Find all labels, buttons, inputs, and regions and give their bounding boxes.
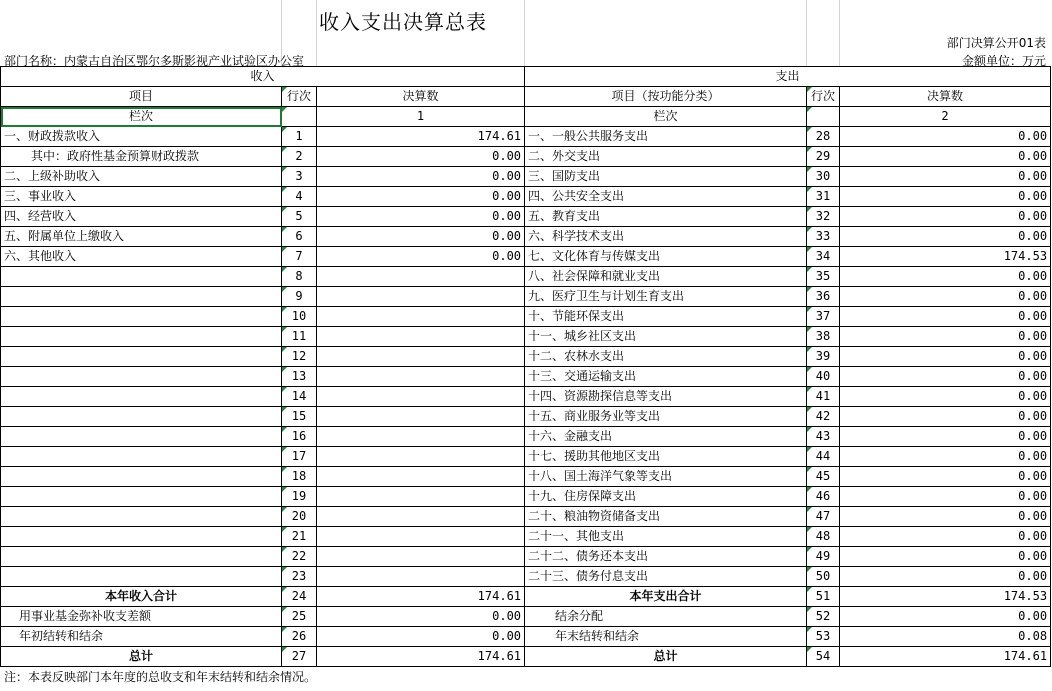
expense-rowno-cell[interactable]: 38 [807, 327, 840, 347]
expense-item-cell[interactable]: 本年支出合计 [525, 587, 807, 607]
income-item-cell[interactable] [1, 347, 282, 367]
expense-amount-cell[interactable]: 0.00 [840, 367, 1051, 387]
income-rowno-cell[interactable]: 10 [282, 307, 317, 327]
income-item-cell[interactable]: 本年收入合计 [1, 587, 282, 607]
income-item-cell[interactable] [1, 367, 282, 387]
expense-amount-cell[interactable]: 0.00 [840, 147, 1051, 167]
income-lanci-rowno[interactable] [282, 107, 317, 127]
income-rowno-cell[interactable]: 23 [282, 567, 317, 587]
expense-item-cell[interactable]: 二、外交支出 [525, 147, 807, 167]
income-amount-cell[interactable] [317, 547, 525, 567]
income-amount-cell[interactable]: 0.00 [317, 247, 525, 267]
expense-rowno-cell[interactable]: 44 [807, 447, 840, 467]
table-row [1, 247, 1051, 267]
income-amount-cell[interactable] [317, 347, 525, 367]
table-row [1, 627, 1051, 647]
table-row [1, 547, 1051, 567]
income-rowno-cell[interactable]: 2 [282, 147, 317, 167]
expense-item-cell[interactable]: 七、文化体育与传媒支出 [525, 247, 807, 267]
amount-unit: 金额单位：万元 [961, 54, 1046, 68]
expense-amount-cell[interactable]: 0.00 [840, 307, 1051, 327]
income-item-cell[interactable]: 三、事业收入 [1, 187, 282, 207]
income-item-cell[interactable]: 二、上级补助收入 [1, 167, 282, 187]
income-amount-cell[interactable] [317, 327, 525, 347]
expense-item-cell[interactable]: 年末结转和结余 [525, 627, 807, 647]
income-item-cell[interactable] [1, 447, 282, 467]
income-rowno-cell[interactable]: 12 [282, 347, 317, 367]
expense-rowno-cell[interactable]: 52 [807, 607, 840, 627]
expense-amount-cell[interactable]: 0.00 [840, 447, 1051, 467]
income-rowno-cell[interactable]: 21 [282, 527, 317, 547]
income-item-cell[interactable] [1, 487, 282, 507]
expense-item-cell[interactable]: 八、社会保障和就业支出 [525, 267, 807, 287]
income-amount-cell[interactable] [317, 467, 525, 487]
income-rowno-cell[interactable]: 27 [282, 647, 317, 667]
header-row-columns [1, 87, 1051, 107]
expense-amount-cell[interactable]: 0.00 [840, 267, 1051, 287]
expense-rowno-cell[interactable]: 33 [807, 227, 840, 247]
expense-item-cell[interactable]: 二十二、债务还本支出 [525, 547, 807, 567]
table-row [1, 207, 1051, 227]
income-amount-cell[interactable] [317, 287, 525, 307]
expense-rowno-cell[interactable]: 34 [807, 247, 840, 267]
income-amount-cell[interactable]: 0.00 [317, 147, 525, 167]
income-amount-cell[interactable] [317, 527, 525, 547]
expense-item-cell[interactable]: 十四、资源勘探信息等支出 [525, 387, 807, 407]
expense-rowno-cell[interactable]: 46 [807, 487, 840, 507]
income-amount-cell[interactable]: 0.00 [317, 207, 525, 227]
table-row [1, 607, 1051, 627]
income-item-cell[interactable] [1, 567, 282, 587]
income-amount-cell[interactable]: 0.00 [317, 627, 525, 647]
income-rowno-cell[interactable]: 1 [282, 127, 317, 147]
table-row [1, 567, 1051, 587]
income-rowno-cell[interactable]: 16 [282, 427, 317, 447]
expense-item-cell[interactable]: 六、科学技术支出 [525, 227, 807, 247]
expense-lanci-rowno[interactable] [807, 107, 840, 127]
income-rowno-header[interactable]: 行次 [282, 87, 317, 107]
expense-amount-cell[interactable]: 0.00 [840, 207, 1051, 227]
income-item-cell[interactable] [1, 507, 282, 527]
expense-item-cell[interactable]: 二十、粮油物资储备支出 [525, 507, 807, 527]
income-rowno-cell[interactable]: 13 [282, 367, 317, 387]
expense-amount-cell[interactable]: 0.00 [840, 507, 1051, 527]
income-rowno-cell[interactable]: 11 [282, 327, 317, 347]
expense-item-cell[interactable]: 九、医疗卫生与计划生育支出 [525, 287, 807, 307]
income-rowno-cell[interactable]: 5 [282, 207, 317, 227]
income-rowno-cell[interactable]: 14 [282, 387, 317, 407]
expense-rowno-cell[interactable]: 39 [807, 347, 840, 367]
summary-table [0, 66, 1051, 667]
income-amount-cell[interactable] [317, 387, 525, 407]
income-item-cell[interactable] [1, 467, 282, 487]
income-amount-cell[interactable] [317, 447, 525, 467]
income-header[interactable]: 收入 [1, 67, 525, 87]
expense-rowno-cell[interactable]: 40 [807, 367, 840, 387]
expense-amount-cell[interactable]: 0.00 [840, 287, 1051, 307]
table-row [1, 487, 1051, 507]
expense-item-cell[interactable]: 十八、国土海洋气象等支出 [525, 467, 807, 487]
expense-amount-cell[interactable]: 0.00 [840, 187, 1051, 207]
expense-amount-cell[interactable]: 174.53 [840, 587, 1051, 607]
expense-amount-cell[interactable]: 0.08 [840, 627, 1051, 647]
income-rowno-cell[interactable]: 3 [282, 167, 317, 187]
expense-rowno-cell[interactable]: 28 [807, 127, 840, 147]
income-amount-cell[interactable] [317, 507, 525, 527]
expense-item-cell[interactable]: 十三、交通运输支出 [525, 367, 807, 387]
expense-item-cell[interactable]: 十六、金融支出 [525, 427, 807, 447]
income-amount-cell[interactable] [317, 307, 525, 327]
expense-amount-cell[interactable]: 0.00 [840, 347, 1051, 367]
table-row [1, 407, 1051, 427]
table-row [1, 587, 1051, 607]
income-amount-cell[interactable] [317, 367, 525, 387]
table-row [1, 347, 1051, 367]
income-lanci-cell[interactable]: 栏次 [1, 107, 282, 127]
expense-item-cell[interactable]: 一、一般公共服务支出 [525, 127, 807, 147]
income-item-cell[interactable]: 五、附属单位上缴收入 [1, 227, 282, 247]
income-rowno-cell[interactable]: 7 [282, 247, 317, 267]
table-row [1, 367, 1051, 387]
table-row [1, 447, 1051, 467]
expense-amount-cell[interactable]: 0.00 [840, 567, 1051, 587]
income-item-cell[interactable]: 四、经营收入 [1, 207, 282, 227]
table-row [1, 187, 1051, 207]
income-item-cell[interactable]: 其中：政府性基金预算财政拨款 [1, 147, 282, 167]
table-row [1, 647, 1051, 667]
table-row [1, 387, 1051, 407]
form-number: 部门决算公开01表 [946, 36, 1046, 50]
table-row [1, 127, 1051, 147]
expense-rowno-cell[interactable]: 29 [807, 147, 840, 167]
income-amount-header[interactable]: 决算数 [317, 87, 525, 107]
table-row [1, 427, 1051, 447]
expense-item-cell[interactable]: 总计 [525, 647, 807, 667]
expense-item-cell[interactable]: 十、节能环保支出 [525, 307, 807, 327]
income-item-header[interactable]: 项目 [1, 87, 282, 107]
income-rowno-cell[interactable]: 6 [282, 227, 317, 247]
expense-amount-cell[interactable]: 174.53 [840, 247, 1051, 267]
income-rowno-cell[interactable]: 17 [282, 447, 317, 467]
income-amount-cell[interactable]: 0.00 [317, 167, 525, 187]
expense-amount-cell[interactable]: 0.00 [840, 407, 1051, 427]
expense-rowno-cell[interactable]: 47 [807, 507, 840, 527]
expense-rowno-cell[interactable]: 31 [807, 187, 840, 207]
expense-item-cell[interactable]: 四、公共安全支出 [525, 187, 807, 207]
expense-item-cell[interactable]: 三、国防支出 [525, 167, 807, 187]
income-rowno-cell[interactable]: 9 [282, 287, 317, 307]
header-row-lanci [1, 107, 1051, 127]
expense-rowno-cell[interactable]: 45 [807, 467, 840, 487]
income-item-cell[interactable]: 一、财政拨款收入 [1, 127, 282, 147]
income-rowno-cell[interactable]: 15 [282, 407, 317, 427]
income-item-cell[interactable] [1, 327, 282, 347]
income-amount-cell[interactable]: 0.00 [317, 187, 525, 207]
income-rowno-cell[interactable]: 18 [282, 467, 317, 487]
income-item-cell[interactable] [1, 547, 282, 567]
expense-col-index[interactable]: 2 [840, 107, 1051, 127]
expense-amount-cell[interactable]: 0.00 [840, 387, 1051, 407]
expense-item-cell[interactable]: 十五、商业服务业等支出 [525, 407, 807, 427]
expense-amount-header[interactable]: 决算数 [840, 87, 1051, 107]
income-amount-cell[interactable] [317, 487, 525, 507]
table-row [1, 327, 1051, 347]
expense-rowno-cell[interactable]: 42 [807, 407, 840, 427]
expense-item-cell[interactable]: 十九、住房保障支出 [525, 487, 807, 507]
expense-rowno-cell[interactable]: 54 [807, 647, 840, 667]
expense-rowno-cell[interactable]: 35 [807, 267, 840, 287]
income-amount-cell[interactable] [317, 567, 525, 587]
table-row [1, 307, 1051, 327]
expense-rowno-cell[interactable]: 32 [807, 207, 840, 227]
expense-item-cell[interactable]: 二十三、债务付息支出 [525, 567, 807, 587]
income-item-cell[interactable]: 用事业基金弥补收支差额 [1, 607, 282, 627]
expense-amount-cell[interactable]: 0.00 [840, 607, 1051, 627]
income-amount-cell[interactable] [317, 427, 525, 447]
expense-rowno-cell[interactable]: 37 [807, 307, 840, 327]
gridline [806, 0, 807, 66]
expense-lanci-cell[interactable]: 栏次 [525, 107, 807, 127]
income-col-index[interactable]: 1 [317, 107, 525, 127]
expense-amount-cell[interactable]: 0.00 [840, 527, 1051, 547]
income-item-cell[interactable] [1, 387, 282, 407]
income-amount-cell[interactable]: 0.00 [317, 227, 525, 247]
expense-item-cell[interactable]: 五、教育支出 [525, 207, 807, 227]
income-rowno-cell[interactable]: 4 [282, 187, 317, 207]
table-row [1, 167, 1051, 187]
income-amount-cell[interactable] [317, 267, 525, 287]
income-item-cell[interactable]: 年初结转和结余 [1, 627, 282, 647]
income-rowno-cell[interactable]: 25 [282, 607, 317, 627]
table-row [1, 227, 1051, 247]
income-rowno-cell[interactable]: 22 [282, 547, 317, 567]
table-row [1, 287, 1051, 307]
expense-item-cell[interactable]: 十一、城乡社区支出 [525, 327, 807, 347]
expense-rowno-cell[interactable]: 53 [807, 627, 840, 647]
expense-rowno-cell[interactable]: 49 [807, 547, 840, 567]
expense-rowno-cell[interactable]: 41 [807, 387, 840, 407]
expense-rowno-cell[interactable]: 43 [807, 427, 840, 447]
expense-rowno-header[interactable]: 行次 [807, 87, 840, 107]
income-amount-cell[interactable]: 174.61 [317, 127, 525, 147]
income-item-cell[interactable] [1, 307, 282, 327]
income-item-cell[interactable]: 总计 [1, 647, 282, 667]
income-rowno-cell[interactable]: 19 [282, 487, 317, 507]
gridline [839, 0, 840, 66]
income-rowno-cell[interactable]: 24 [282, 587, 317, 607]
income-amount-cell[interactable]: 174.61 [317, 587, 525, 607]
expense-rowno-cell[interactable]: 36 [807, 287, 840, 307]
income-rowno-cell[interactable]: 8 [282, 267, 317, 287]
expense-amount-cell[interactable]: 0.00 [840, 227, 1051, 247]
income-amount-cell[interactable] [317, 407, 525, 427]
expense-amount-cell[interactable]: 0.00 [840, 547, 1051, 567]
income-amount-cell[interactable]: 174.61 [317, 647, 525, 667]
footnote: 注：本表反映部门本年度的总收支和年末结转和结余情况。 [4, 670, 317, 684]
expense-header[interactable]: 支出 [525, 67, 1051, 87]
expense-amount-cell[interactable]: 0.00 [840, 327, 1051, 347]
expense-item-header[interactable]: 项目（按功能分类） [525, 87, 807, 107]
table-row [1, 467, 1051, 487]
income-item-cell[interactable]: 六、其他收入 [1, 247, 282, 267]
table-row [1, 507, 1051, 527]
income-item-cell[interactable] [1, 527, 282, 547]
table-row [1, 267, 1051, 287]
income-rowno-cell[interactable]: 26 [282, 627, 317, 647]
expense-amount-cell[interactable]: 174.61 [840, 647, 1051, 667]
expense-item-cell[interactable]: 二十一、其他支出 [525, 527, 807, 547]
income-item-cell[interactable] [1, 407, 282, 427]
expense-rowno-cell[interactable]: 48 [807, 527, 840, 547]
expense-rowno-cell[interactable]: 30 [807, 167, 840, 187]
income-item-cell[interactable] [1, 427, 282, 447]
income-item-cell[interactable] [1, 287, 282, 307]
expense-rowno-cell[interactable]: 51 [807, 587, 840, 607]
expense-item-cell[interactable]: 十二、农林水支出 [525, 347, 807, 367]
department-name: 部门名称：内蒙古自治区鄂尔多斯影视产业试验区办公室 [4, 54, 305, 68]
expense-amount-cell[interactable]: 0.00 [840, 127, 1051, 147]
expense-amount-cell[interactable]: 0.00 [840, 487, 1051, 507]
header-row-section [1, 67, 1051, 87]
expense-item-cell[interactable]: 结余分配 [525, 607, 807, 627]
income-rowno-cell[interactable]: 20 [282, 507, 317, 527]
expense-amount-cell[interactable]: 0.00 [840, 427, 1051, 447]
income-amount-cell[interactable]: 0.00 [317, 607, 525, 627]
expense-amount-cell[interactable]: 0.00 [840, 167, 1051, 187]
page-title: 收入支出决算总表 [319, 10, 487, 34]
table-row [1, 527, 1051, 547]
expense-item-cell[interactable]: 十七、援助其他地区支出 [525, 447, 807, 467]
table-row [1, 147, 1051, 167]
expense-amount-cell[interactable]: 0.00 [840, 467, 1051, 487]
income-item-cell[interactable] [1, 267, 282, 287]
expense-rowno-cell[interactable]: 50 [807, 567, 840, 587]
